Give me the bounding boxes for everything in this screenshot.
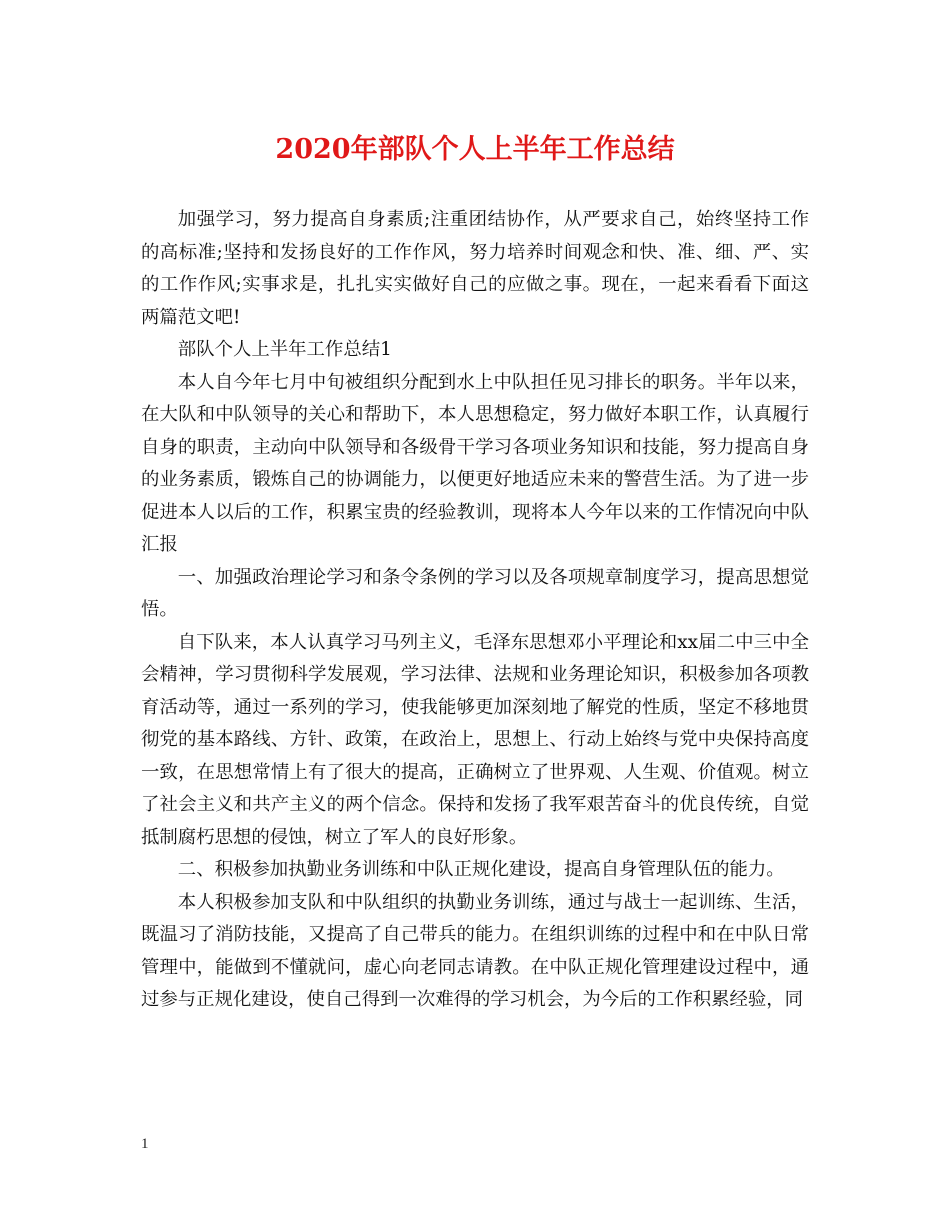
document-title: 2020年部队个人上半年工作总结: [275, 134, 675, 165]
body-paragraph: 自下队来，本人认真学习马列主义，毛泽东思想邓小平理论和xx届二中三中全会精神，学习贯彻科学发展观，学习法律、法规和业务理论知识，积极参加各项教育活动等，通过一系列的学习，使我能够更加深刻地了解党的性质，坚定不移地贯彻党的基本路线、方针、政策，在政治上，思想上、行动上始终与党中央保持高度一致，在思想常情上有了很大的提高，正确树立了世界观、人生观、价值观。树立了社会主义和共产主义的两个信念。保持和发扬了我军艰苦奋斗的优良传统，自觉抵制腐朽思想的侵蚀，树立了军人的良好形象。: [141, 631, 809, 848]
page-number: 1: [141, 1136, 149, 1152]
body-paragraph: 本人积极参加支队和中队组织的执勤业务训练，通过与战士一起训练、生活，既温习了消防技能，又提高了自己带兵的能力。在组织训练的过程中和在中队日常管理中，能做到不懂就问，虚心向老同志请教。在中队正规化管理建设过程中，通过参与正规化建设，使自己得到一次难得的学习机会，为今后的工作积累经验，同: [141, 891, 809, 1010]
body-paragraph: 本人自今年七月中旬被组织分配到水上中队担任见习排长的职务。半年以来，在大队和中队领导的关心和帮助下，本人思想稳定，努力做好本职工作，认真履行自身的职责，主动向中队领导和各级骨干学习各项业务知识和技能，努力提高自身的业务素质，锻炼自己的协调能力，以便更好地适应未来的警营生活。为了进一步促进本人以后的工作，积累宝贵的经验教训，现将本人今年以来的工作情况向中队汇报: [141, 371, 809, 555]
subsection-heading: 一、加强政治理论学习和条令条例的学习以及各项规章制度学习，提高思想觉悟。: [141, 566, 809, 620]
document-body: [141, 204, 809, 1017]
section-heading: 部队个人上半年工作总结1: [177, 339, 392, 360]
intro-paragraph: 加强学习，努力提高自身素质;注重团结协作，从严要求自己，始终坚持工作的高标准;坚持和发扬良好的工作作风，努力培养时间观念和快、准、细、严、实的工作作风;实事求是，扎扎实实做好自己的应做之事。现在，一起来看看下面这两篇范文吧!: [141, 209, 809, 328]
subsection-heading: 二、积极参加执勤业务训练和中队正规化建设，提高自身管理队伍的能力。: [177, 859, 785, 880]
